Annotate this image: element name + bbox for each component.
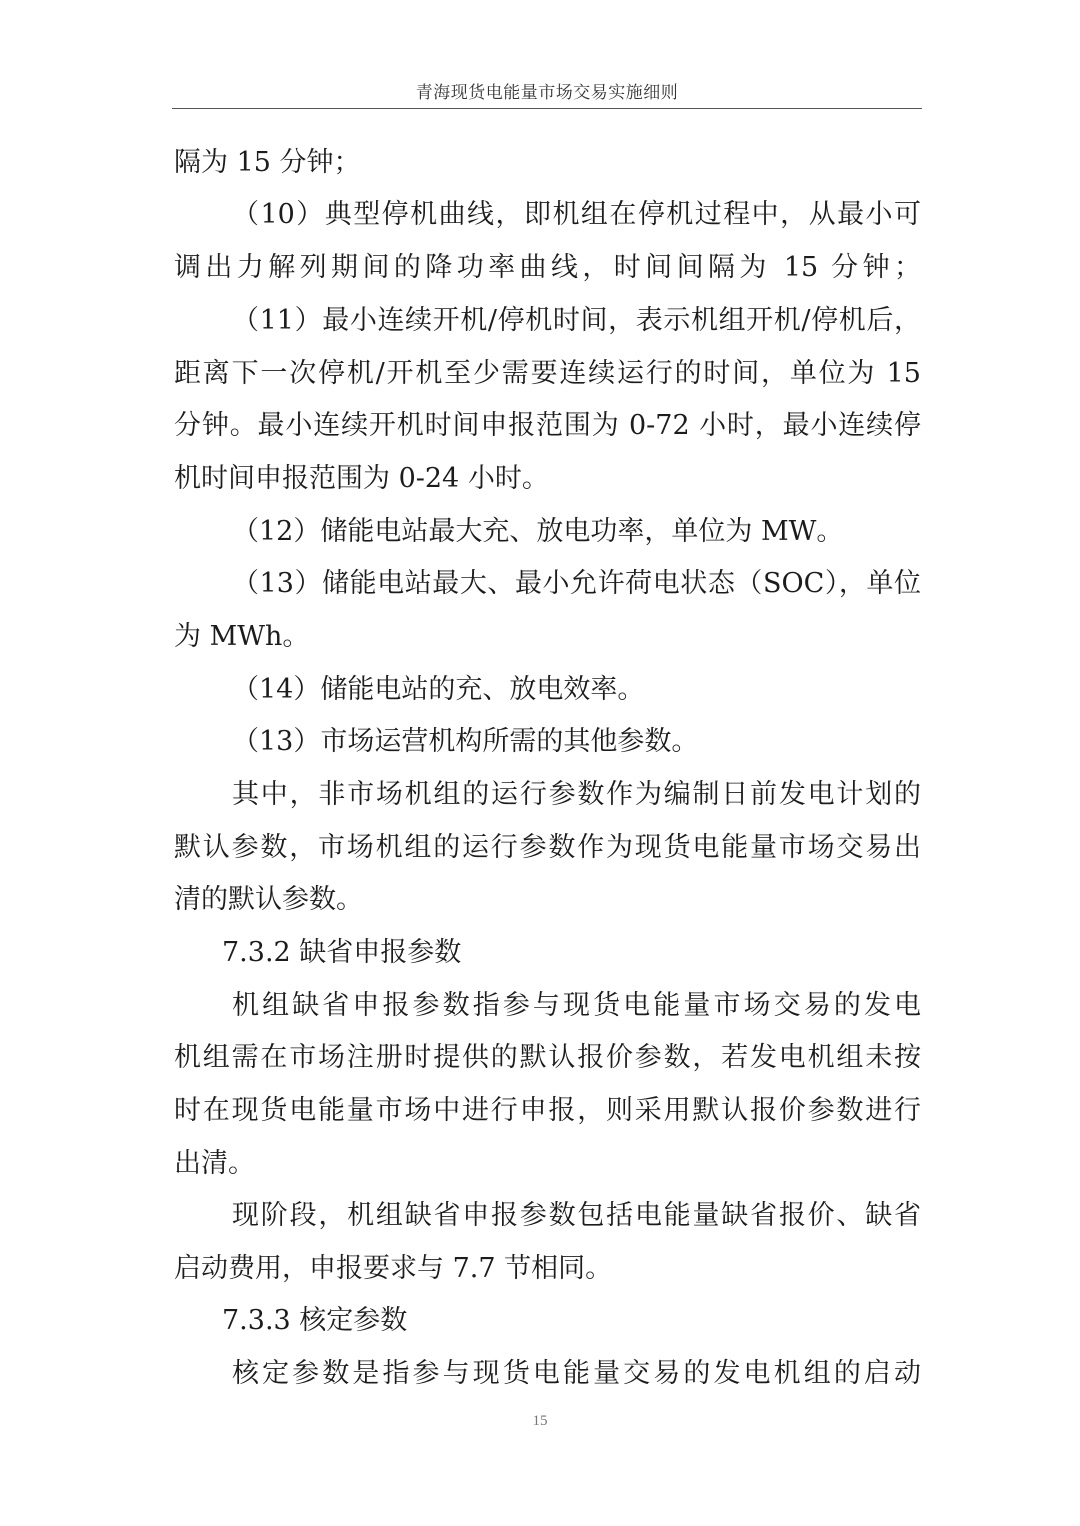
body-line: （13）市场运营机构所需的其他参数。 [232, 726, 699, 757]
body-line: 隔为 15 分钟； [174, 147, 361, 178]
body-line: 时在现货电能量市场中进行申报，则采用默认报价参数进行 [174, 1095, 921, 1126]
page-header-title: 青海现货电能量市场交易实施细则 [415, 83, 679, 103]
page-number: 15 [532, 1413, 548, 1429]
body-line: 启动费用，申报要求与 7.7 节相同。 [174, 1253, 613, 1284]
header-divider [172, 108, 922, 109]
body-line: 分钟。最小连续开机时间申报范围为 0-72 小时，最小连续停 [174, 410, 921, 441]
section-heading: 7.3.3 核定参数 [222, 1305, 408, 1336]
body-line: （11）最小连续开机/停机时间，表示机组开机/停机后， [232, 305, 921, 336]
body-line: 调出力解列期间的降功率曲线，时间间隔为 15 分钟； [174, 252, 921, 283]
body-line: 为 MWh。 [174, 621, 310, 652]
body-line: 机组需在市场注册时提供的默认报价参数，若发电机组未按 [174, 1042, 921, 1073]
body-line: 其中，非市场机组的运行参数作为编制日前发电计划的 [232, 779, 921, 810]
body-line: 机时间申报范围为 0-24 小时。 [174, 463, 549, 494]
body-line: 默认参数，市场机组的运行参数作为现货电能量市场交易出 [174, 832, 921, 863]
body-line: （12）储能电站最大充、放电功率，单位为 MW。 [232, 516, 844, 547]
section-heading: 7.3.2 缺省申报参数 [222, 937, 462, 968]
body-line: 现阶段，机组缺省申报参数包括电能量缺省报价、缺省 [232, 1200, 921, 1231]
body-line: 出清。 [174, 1148, 255, 1179]
body-line: 距离下一次停机/开机至少需要连续运行的时间，单位为 15 [174, 358, 921, 389]
body-line: 核定参数是指参与现货电能量交易的发电机组的启动 [232, 1358, 921, 1389]
body-line: （14）储能电站的充、放电效率。 [232, 674, 645, 705]
body-line: 机组缺省申报参数指参与现货电能量市场交易的发电 [232, 990, 921, 1021]
body-line: 清的默认参数。 [174, 884, 363, 915]
body-line: （13）储能电站最大、最小允许荷电状态（SOC），单位 [232, 568, 921, 599]
body-line: （10）典型停机曲线，即机组在停机过程中，从最小可 [232, 199, 921, 230]
